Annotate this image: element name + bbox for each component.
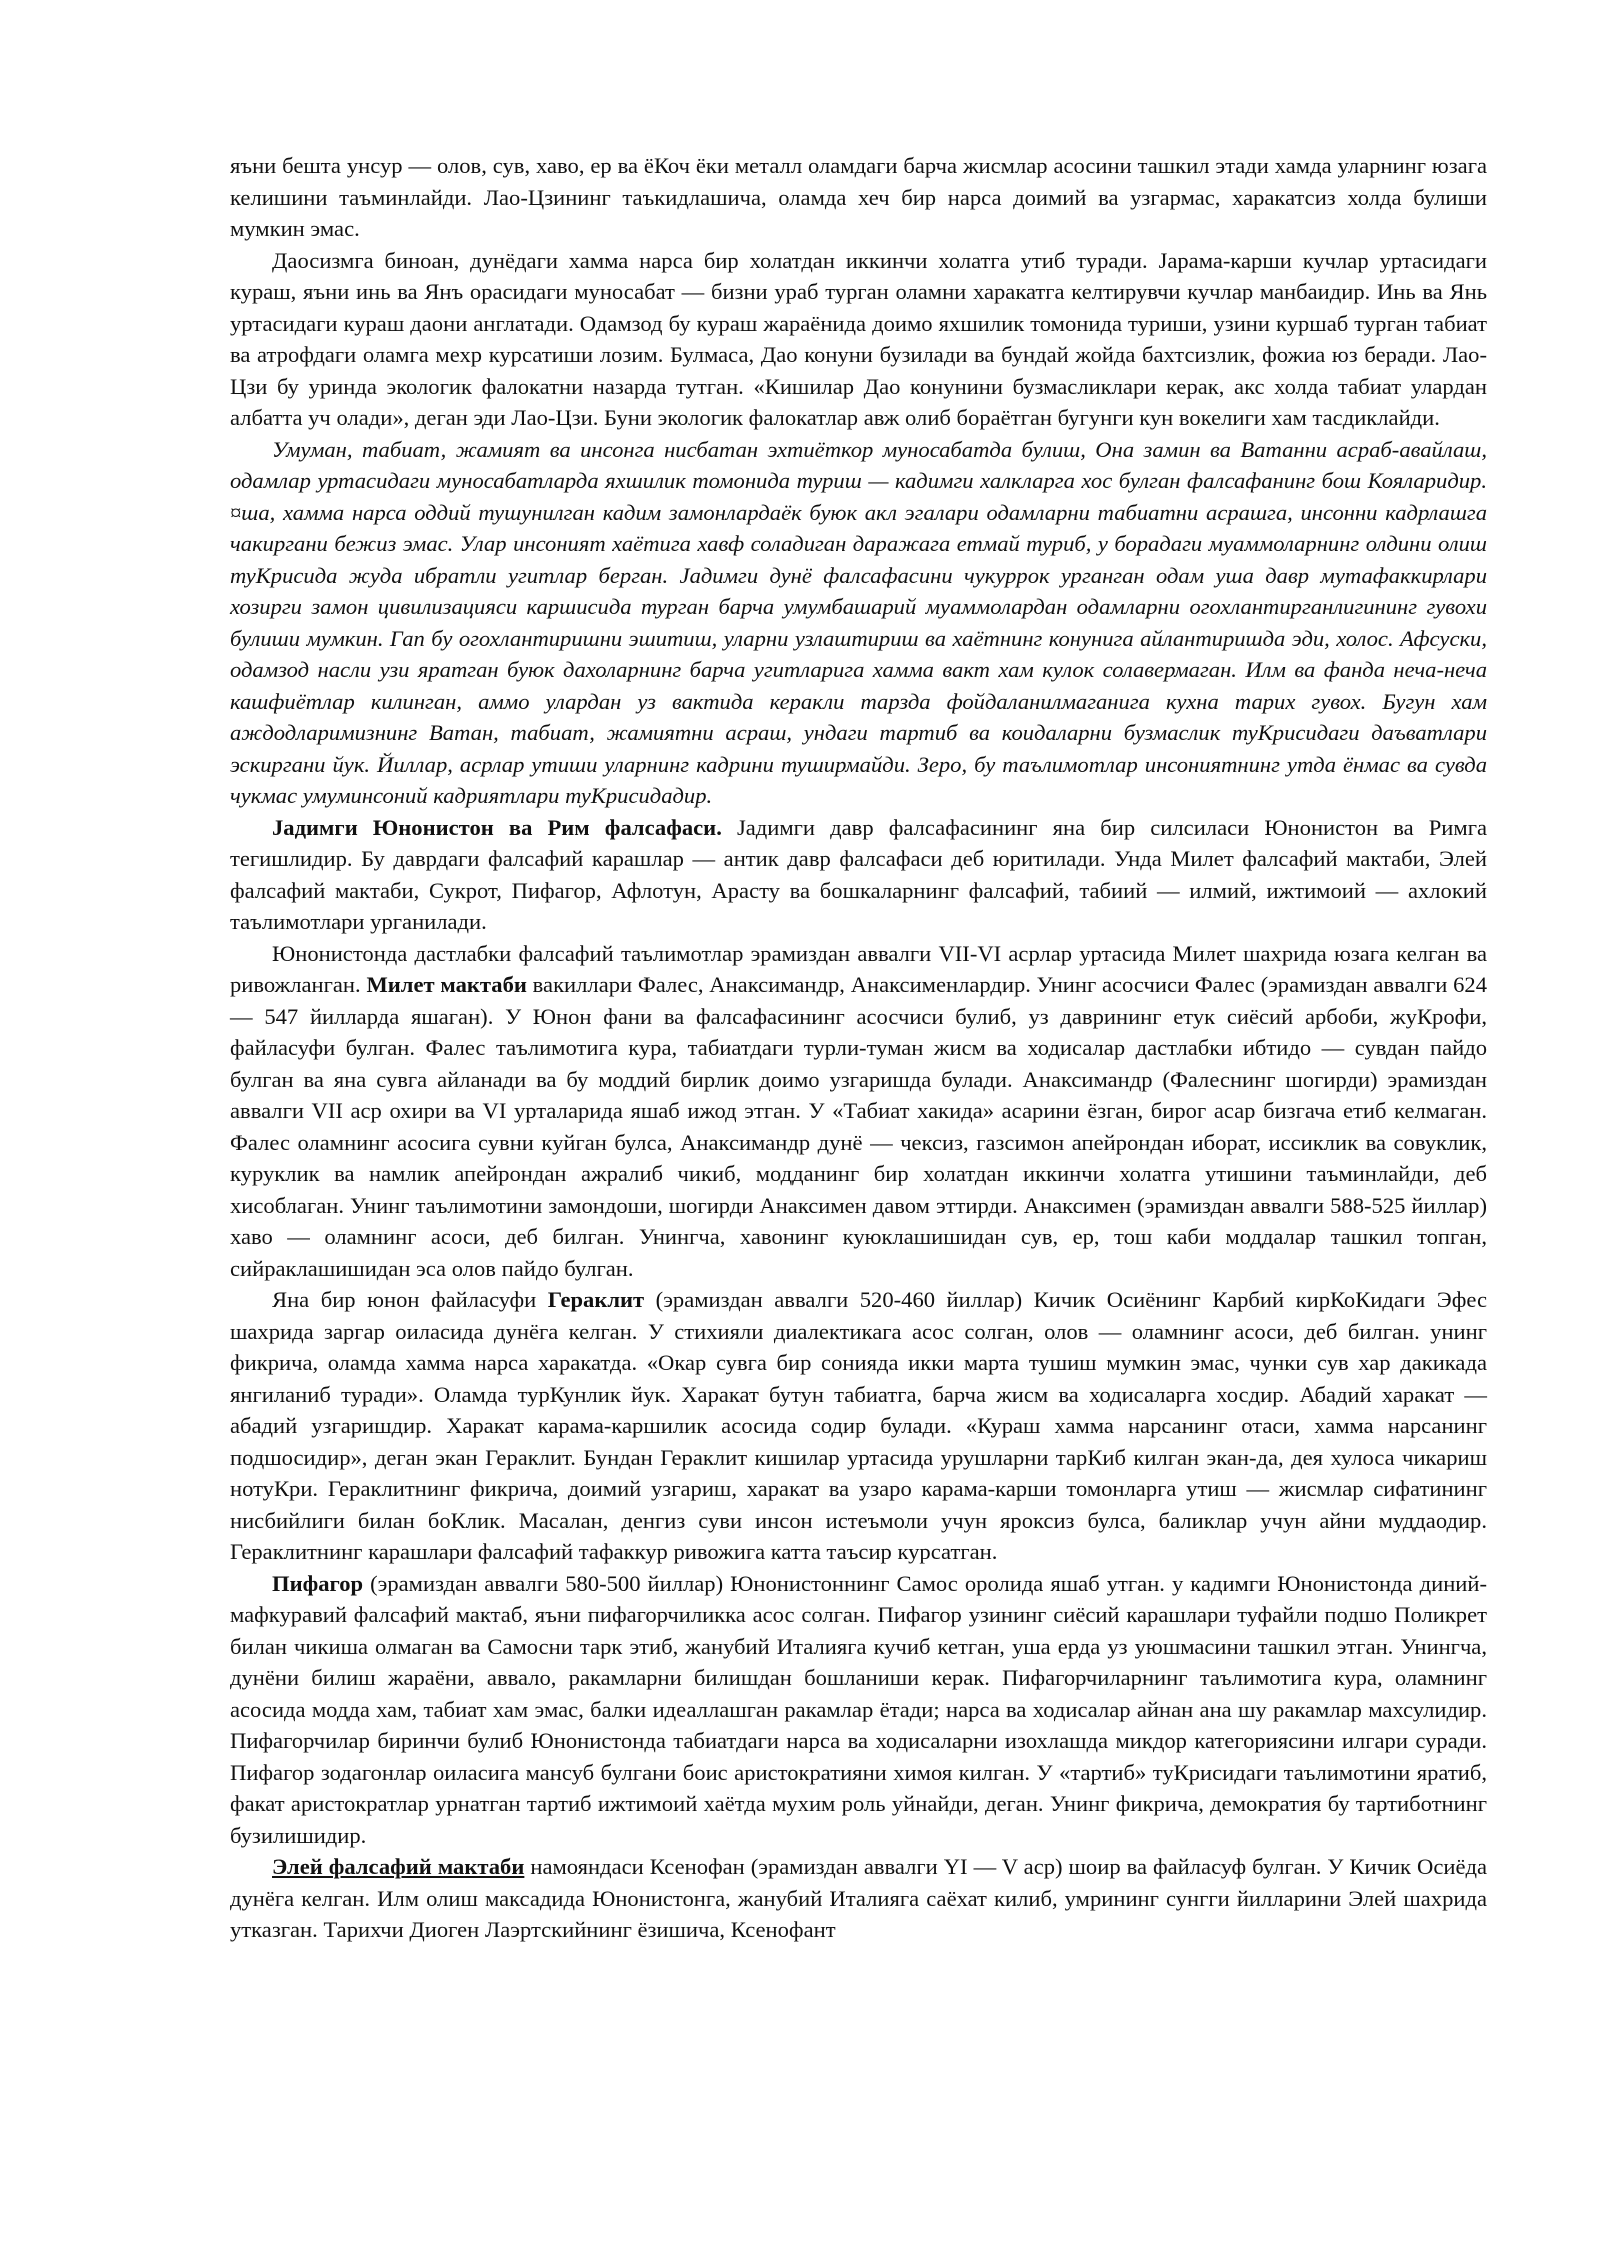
paragraph-text: Умуман, табиат, жамият ва инсонга нисбатан эхтиёткор муносабатда булиш, Она замин ва Ватанни асраб-авайлаш, одамлар уртасидаги муносабатларда яхшилик томонида туриш — кадимги халкларга хос булган фалсафанинг бош Кояларидир. ¤ша, хамма нарса оддий тушунилган кадим замонлардаёк буюк акл эгалари одамларни табиатни асрашга, инсонни кадрлашга чакиргани бежиз эмас. Улар инсоният хаётига хавф соладиган даражага етмай туриб, у борадаги муаммоларнинг олдини олиш туКрисида жуда ибратли угитлар берган. Јадимги дунё фалсафасини чукуррок урганган одам уша давр мутафаккирлари хозирги замон цивилизацияси каршисида турган барча умумбашарий муаммолардан одамларни огохлантирганлигининг гувохи булиши мумкин. Гап бу огохлантиришни эшитиш, уларни узлаштириш ва хаётнинг конунига айлантиришда эди, холос. Афсуски, одамзод насли узи яратган буюк дахоларнинг барча угитларига хамма вакт хам кулок солавермаган. Илм ва фанда неча-неча кашфиётлар килинган, аммо улардан уз вактида керакли тарзда фойдаланилмаганига кухна тарих гувох. Бугун хам аждодларимизнинг Ватан, табиат, жамиятни асраш, ундаги тартиб ва коидаларни бузмаслик туКрисидаги даъватлари эскиргани йук. Йиллар, асрлар утиши уларнинг кадрини туширмайди. Зеро, бу таълимотлар инсониятнинг утда ёнмас ва сувда чукмас умуминсоний кадриятлари туКрисидадир. — [230, 436, 1487, 808]
paragraph-ancient-greece-rome — [230, 812, 1487, 938]
paragraph-text: Даосизмга биноан, дунёдаги хамма нарса бир холатдан иккинчи холатга утиб туради. Јарама-карши кучлар уртасидаги кураш, яъни инь ва Янъ орасидаги муносабат — бизни ураб турган оламни харакатга келтирувчи кучлар манбаидир. Инь ва Янь уртасидаги кураш даони англатади. Одамзод бу кураш жараёнида доимо яхшилик томонида туриши, узини куршаб турган табиат ва атрофдаги оламга мехр курсатиши лозим. Булмаса, Дао конуни бузилади ва бундай жойда бахтсизлик, фожиа юз беради. Лао-Цзи бу уринда экологик фалокатни назарда тутган. «Кишилар Дао конунини бузмасликлари керак, акс холда табиат улардан албатта уч олади», деган эди Лао-Цзи. Буни экологик фалокатлар авж олиб бораётган бугунги кун вокелиги хам тасдиклайди. — [230, 247, 1487, 430]
paragraph-miletus-school — [230, 938, 1487, 1285]
paragraph-heraclitus — [230, 1284, 1487, 1568]
section-heading-ancient-greece-rome: Јадимги Юнонистон ва Рим фалсафаси. — [272, 814, 722, 840]
term-eleatic-school: Элей фалсафий мактаби — [272, 1854, 525, 1879]
paragraph-text: яъни бешта унсур — олов, сув, хаво, ер ва ёКоч ёки металл оламдаги барча жисмлар асосини ташкил этади хамда уларнинг юзага келишини таъминлайди. Лао-Цзининг таъкидлашича, оламда хеч бир нарса доимий ва узгармас, харакатсиз холда булиши мумкин эмас. — [230, 153, 1487, 241]
term-pythagoras: Пифагор — [272, 1570, 364, 1596]
paragraph-text: Јадимги давр фалсафасининг яна бир силсиласи Юнонистон ва Римга тегишлидир. Бу даврдаги фалсафий карашлар — антик давр фалсафаси деб юритилади. Унда Милет фалсафий мактаби, Элей фалсафий мактаби, Сукрот, Пифагор, Афлотун, Арасту ва бошкаларнинг фалсафий, табиий — илмий, ижтимоий — ахлокий таълимотлари урганилади. — [230, 814, 1487, 934]
paragraph-text: намояндаси Ксенофан (эрамиздан аввалги YI — V аср) шоир ва файласуф булган. У Кичик Осиёда дунёга келган. Илм олиш максадида Юнонистонга, жанубий Италияга саёхат килиб, умрининг сунгги йилларини Элей шахрида утказган. Тарихчи Диоген Лаэртскийнинг ёзишича, Ксенофант — [230, 1854, 1487, 1942]
paragraph-five-elements — [230, 150, 1487, 245]
paragraph-text: Яна бир юнон файласуфи — [272, 1287, 548, 1312]
paragraph-ecology-italic — [230, 434, 1487, 812]
paragraph-text: (эрамиздан аввалги 580-500 йиллар) Юнонистоннинг Самос оролида яшаб утган. у кадимги Юнонистонда диний-мафкуравий фалсафий мактаб, яъни пифагорчиликка асос солган. Пифагор узининг сиёсий карашлари туфайли подшо Поликрет билан чикиша олмаган ва Самосни тарк этиб, жанубий Италияга кучиб кетган, уша ерда уз уюшмасини ташкил этган. Унингча, дунёни билиш жараёни, аввало, ракамларни билишдан бошланиши керак. Пифагорчиларнинг таълимотига кура, оламнинг асосида модда хам, табиат хам эмас, балки идеаллашган ракамлар ётади; нарса ва ходисалар айнан ана шу ракамлар махсулидир. Пифагорчилар биринчи булиб Юнонистонда табиатдаги нарса ва ходисаларни изохлашда микдор категориясини илгари суради. Пифагор зодагонлар оиласига мансуб булгани боис аристократияни химоя килган. У «тартиб» туКрисидаги таълимотини яратиб, факат аристократлар урнатган тартиб ижтимоий хаётда мухим роль уйнайди, деган. Унинг фикрича, демократия бу тартиботнинг бузилишидир. — [230, 1570, 1487, 1848]
term-heraclitus: Гераклит — [547, 1287, 645, 1312]
paragraph-text: вакиллари Фалес, Анаксимандр, Анаксименлардир. Унинг асосчиси Фалес (эрамиздан аввалги 624 — 547 йилларда яшаган). У Юнон фани ва фалсафасининг асосчиси булиб, уз даврининг етук сиёсий арбоби, жуКрофи, файласуфи булган. Фалес таълимотига кура, табиатдаги турли-туман жисм ва ходисалар дастлабки ибтидо — сувдан пайдо булган ва яна сувга айланади ва бу моддий бирлик доимо узгаришда булади. Анаксимандр (Фалеснинг шогирди) эрамиздан аввалги VII аср охири ва VI урталарида яшаб ижод этган. У «Табиат хакида» асарини ёзган, бирог асар бизгача етиб келмаган. Фалес оламнинг асосига сувни куйган булса, Анаксимандр дунё — чексиз, газсимон апейрондан иборат, иссиклик ва совуклик, куруклик ва намлик апейрондан ажралиб чикиб, модданинг бир холатдан иккинчи холатга утишини таъминлайди, деб хисоблаган. Унинг таълимотини замондоши, шогирди Анаксимен давом эттирди. Анаксимен (эрамиздан аввалги 588-525 йиллар) хаво — оламнинг асоси, деб билган. Унингча, хавонинг куюклашишидан сув, ер, тош каби моддалар ташкил топган, сийраклашишидан эса олов пайдо булган. — [230, 972, 1487, 1281]
paragraph-daoism — [230, 245, 1487, 434]
paragraph-pythagoras — [230, 1568, 1487, 1852]
paragraph-text: Юнонистонда дастлабки фалсафий таълимотлар эрамиздан аввалги VII-VI асрлар уртасида Милет шахрида юзага келган ва ривожланган. — [230, 940, 1487, 997]
term-miletus-school: Милет мактаби — [366, 972, 527, 997]
paragraph-text: (эрамиздан аввалги 520-460 йиллар) Кичик Осиёнинг Карбий кирКоКидаги Эфес шахрида заргар оиласида дунёга келган. У стихияли диалектикага асос солган, олов — оламнинг асоси, деб билган. унинг фикрича, оламда хамма нарса харакатда. «Окар сувга бир сонияда икки марта тушиш мумкин эмас, чунки сув хар дакикада янгиланиб туради». Оламда турКунлик йук. Харакат бутун табиатга, барча жисм ва ходисаларга хосдир. Абадий харакат — абадий узгаришдир. Харакат карама-каршилик асосида содир булади. «Кураш хамма нарсанинг отаси, хамма нарсанинг подшосидир», деган экан Гераклит. Бундан Гераклит кишилар уртасида урушларни тарКиб килган экан-да, дея хулоса чикариш нотуКри. Гераклитнинг фикрича, доимий узгариш, харакат ва узаро карама-карши томонларга утиш — жисмлар сифатининг нисбийлиги билан боКлик. Масалан, денгиз суви инсон истеъмоли учун яроксиз булса, баликлар учун айни муддаодир. Гераклитнинг карашлари фалсафий тафаккур ривожига катта таъсир курсатган. — [230, 1287, 1487, 1564]
paragraph-eleatic-school — [230, 1851, 1487, 1946]
document-page — [230, 150, 1487, 1946]
